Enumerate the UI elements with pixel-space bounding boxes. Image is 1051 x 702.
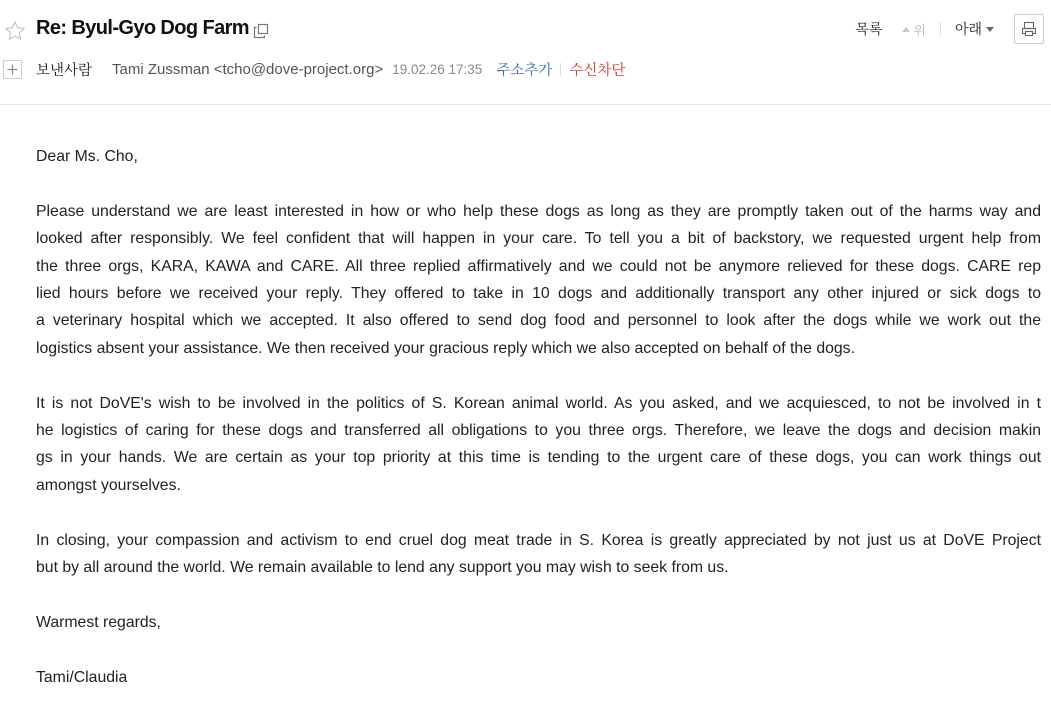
body-paragraph-2 — [36, 390, 1041, 500]
body-line: the three orgs, KARA, KAWA and CARE. All three replied affirmatively and we could not be anymore relieved for these dogs. CARE rep — [36, 257, 1041, 275]
prev-mail-button[interactable] — [902, 20, 926, 39]
prev-mail-label: 위 — [913, 23, 926, 39]
body-line: logistics absent your assistance. We then received your gracious reply which we also accepted on behalf of the dogs. — [36, 339, 855, 357]
link-divider — [560, 63, 561, 76]
sender-row — [36, 58, 625, 80]
sender-label: 보낸사람 — [36, 62, 93, 79]
body-line: lied hours before we received your reply. They offered to take in 10 dogs and additionally transport any other injured or sick dogs to — [36, 285, 1041, 303]
body-line: but by all around the world. We remain available to lend any support you may wish to seek from us. — [36, 559, 729, 577]
closing: Warmest regards, — [36, 613, 161, 631]
body-paragraph-3 — [36, 527, 1041, 582]
body-line: a veterinary hospital which we accepted. It also offered to send dog food and personnel to look after the dogs while we work out the — [36, 312, 1041, 330]
body-line: he logistics of caring for these dogs and transferred all obligations to you three orgs. Therefore, we leave the dogs and decision makin — [36, 422, 1041, 440]
body-paragraph-1 — [36, 198, 1041, 362]
list-button[interactable]: 목록 — [855, 22, 883, 38]
next-mail-button[interactable] — [955, 19, 994, 39]
print-button[interactable] — [1014, 14, 1044, 44]
mail-header — [0, 0, 1051, 105]
body-line: looked after responsibly. We feel confident that will happen in your care. To tell you a bit of backstory, we requested urgent help from — [36, 230, 1041, 248]
body-line: amongst yourselves. — [36, 476, 181, 494]
printer-icon — [1021, 21, 1037, 37]
body-line: Please understand we are least interested in how or who help these dogs as long as they are promptly taken out of the harms way and — [36, 202, 1041, 220]
caret-up-icon — [902, 27, 910, 32]
mail-toolbar — [855, 14, 1051, 44]
next-mail-label: 아래 — [954, 22, 982, 38]
expand-recipients-button[interactable] — [3, 60, 22, 79]
signature: Tami/Claudia — [36, 668, 128, 686]
sender-address[interactable]: Tami Zussman <tcho@dove-project.org> — [112, 60, 384, 78]
block-sender-link[interactable]: 수신차단 — [569, 62, 626, 79]
body-line: In closing, your compassion and activism to end cruel dog meat trade in S. Korea is greatly appreciated by not just us at DoVE Project — [36, 531, 1041, 549]
greeting: Dear Ms. Cho, — [36, 148, 138, 165]
body-line: It is not DoVE's wish to be involved in the politics of S. Korean animal world. As you asked, and we acquiesced, to not be involved in t — [36, 394, 1041, 412]
copy-icon[interactable] — [253, 23, 269, 39]
add-contact-link[interactable]: 주소추가 — [496, 62, 553, 79]
sent-date: 19.02.26 17:35 — [392, 61, 483, 77]
mail-subject: Re: Byul-Gyo Dog Farm — [36, 17, 249, 39]
mail-body — [36, 143, 1041, 691]
body-line: gs in your hands. We are certain as your top priority at this time is tending to the urgent care of these dogs, you can work things out — [36, 449, 1041, 467]
star-icon[interactable] — [4, 20, 26, 42]
plus-icon — [7, 64, 18, 75]
caret-down-icon — [986, 27, 994, 32]
toolbar-divider — [940, 22, 941, 36]
